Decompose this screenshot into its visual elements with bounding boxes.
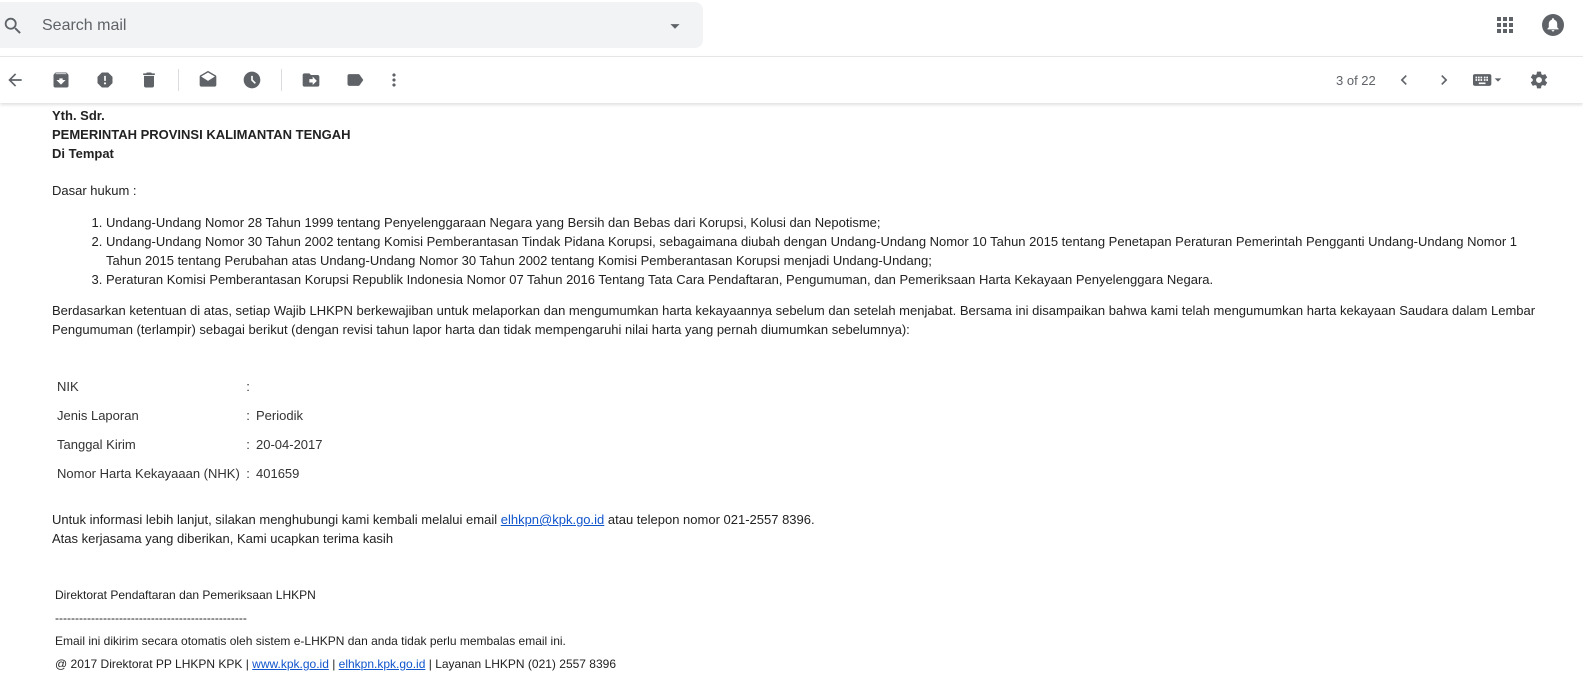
contact-text-pre: Untuk informasi lebih lanjut, silakan menghubungi kami kembali melalui email <box>52 512 501 527</box>
thanks-line: Atas kerjasama yang diberikan, Kami ucapkan terima kasih <box>52 531 394 546</box>
row-label: Nomor Harta Kekayaaan (NHK) <box>57 466 240 481</box>
mark-unread-icon[interactable] <box>198 70 218 90</box>
footer-notice: Email ini dikirim secara otomatis oleh sistem e-LHKPN dan anda tidak perlu membalas email ini. <box>55 634 566 648</box>
table-row <box>54 401 326 430</box>
copyright-text-pre: @ 2017 Direktorat PP LHKPN KPK | <box>55 657 253 671</box>
email-footer <box>55 584 1552 676</box>
list-item: 2. Undang-Undang Nomor 30 Tahun 2002 tentang Komisi Pemberantasan Tindak Pidana Korupsi, sebagaimana diubah dengan Undang-Undang Nomor 10 Tahun 2015 tentang Penetapan Peraturan Pemerintah Pengganti Undang-Undang Nomor 1 Tahun 2015 tentang Perubahan atas Undang-Undang Nomor 30 Tahun 2002 tentang Komisi Pemberantasan Korupsi menjadi Undang-Undang; <box>106 232 1552 270</box>
footer-org: Direktorat Pendaftaran dan Pemeriksaan LHKPN <box>55 588 316 602</box>
list-item: 3. Peraturan Komisi Pemberantasan Korupsi Republik Indonesia Nomor 07 Tahun 2016 Tentang Tata Cara Pendaftaran, Pengumuman, dan Pemeriksaan Harta Kekayaan Penyelenggara Negara. <box>106 270 1552 289</box>
more-vert-icon[interactable] <box>384 70 404 90</box>
footer-copyright <box>55 653 1552 676</box>
toolbar-divider <box>178 69 179 91</box>
footer-link-elhkpn[interactable]: elhkpn.kpk.go.id <box>338 657 426 671</box>
search-icon[interactable] <box>2 15 24 37</box>
chevron-left-icon[interactable] <box>1394 70 1414 90</box>
legal-basis-list <box>52 213 1552 289</box>
toolbar-divider <box>281 69 282 91</box>
row-separator: : <box>246 437 250 452</box>
pager-count: 3 of 22 <box>1336 73 1376 88</box>
label-icon[interactable] <box>345 70 365 90</box>
move-to-icon[interactable] <box>301 70 321 90</box>
footer-link-kpk[interactable]: www.kpk.go.id <box>252 657 329 671</box>
contact-line <box>52 510 1552 529</box>
footer-divider: ------------------------------------------------ <box>55 611 247 625</box>
row-label: Jenis Laporan <box>57 408 139 423</box>
top-bar <box>0 0 1583 56</box>
list-item: 1. Undang-Undang Nomor 28 Tahun 1999 tentang Penyelenggaraan Negara yang Bersih dan Bebas dari Korupsi, Kolusi dan Nepotisme; <box>106 213 1552 232</box>
row-value: 401659 <box>256 466 300 481</box>
keyboard-icon[interactable] <box>1470 70 1506 90</box>
row-separator: : <box>246 466 250 481</box>
contact-email-link[interactable]: elhkpn@kpk.go.id <box>500 512 605 527</box>
footer-link-separator: | <box>328 657 339 671</box>
row-value <box>253 372 326 401</box>
archive-icon[interactable] <box>51 70 71 90</box>
trash-icon[interactable] <box>139 70 159 90</box>
report-spam-icon[interactable] <box>95 70 115 90</box>
row-separator: : <box>246 379 250 394</box>
apps-grid-icon[interactable] <box>1493 13 1517 37</box>
table-row <box>54 430 326 459</box>
chevron-right-icon[interactable] <box>1434 70 1454 90</box>
row-separator: : <box>246 408 250 423</box>
arrow-back-icon[interactable] <box>5 70 25 90</box>
row-value: Periodik <box>256 408 303 423</box>
row-label: Tanggal Kirim <box>57 437 136 452</box>
legal-basis-title: Dasar hukum : <box>52 183 137 198</box>
email-body <box>52 106 1552 676</box>
search-box[interactable] <box>0 2 703 48</box>
copyright-text-post: | Layanan LHKPN (021) 2557 8396 <box>425 657 616 671</box>
row-label: NIK <box>57 379 79 394</box>
notifications-icon[interactable] <box>1541 13 1565 37</box>
settings-gear-icon[interactable] <box>1529 70 1549 90</box>
body-paragraph: Berdasarkan ketentuan di atas, setiap Wajib LHKPN berkewajiban untuk melaporkan dan mengumumkan harta kekayaannya sebelum dan setelah menjabat. Bersama ini disampaikan bahwa kami telah mengumumkan harta kekayaan Saudara dalam Lembar Pengumuman (terlampir) sebagai berikut (dengan revisi tahun lapor harta dan tidak mempengaruhi nilai harta yang pernah diumumkan sebelumnya): <box>52 303 1536 337</box>
message-toolbar <box>0 56 1583 103</box>
greeting-location: Di Tempat <box>52 146 114 161</box>
search-input[interactable] <box>40 10 644 42</box>
snooze-clock-icon[interactable] <box>242 70 262 90</box>
contact-text-post: atau telepon nomor 021-2557 8396. <box>604 512 815 527</box>
recipient-name: PEMERINTAH PROVINSI KALIMANTAN TENGAH <box>52 127 351 142</box>
table-row <box>54 459 326 488</box>
info-table <box>54 372 326 488</box>
arrow-drop-down-icon[interactable] <box>664 15 686 37</box>
greeting-line: Yth. Sdr. <box>52 108 105 123</box>
table-row <box>54 372 326 401</box>
row-value: 20-04-2017 <box>256 437 323 452</box>
